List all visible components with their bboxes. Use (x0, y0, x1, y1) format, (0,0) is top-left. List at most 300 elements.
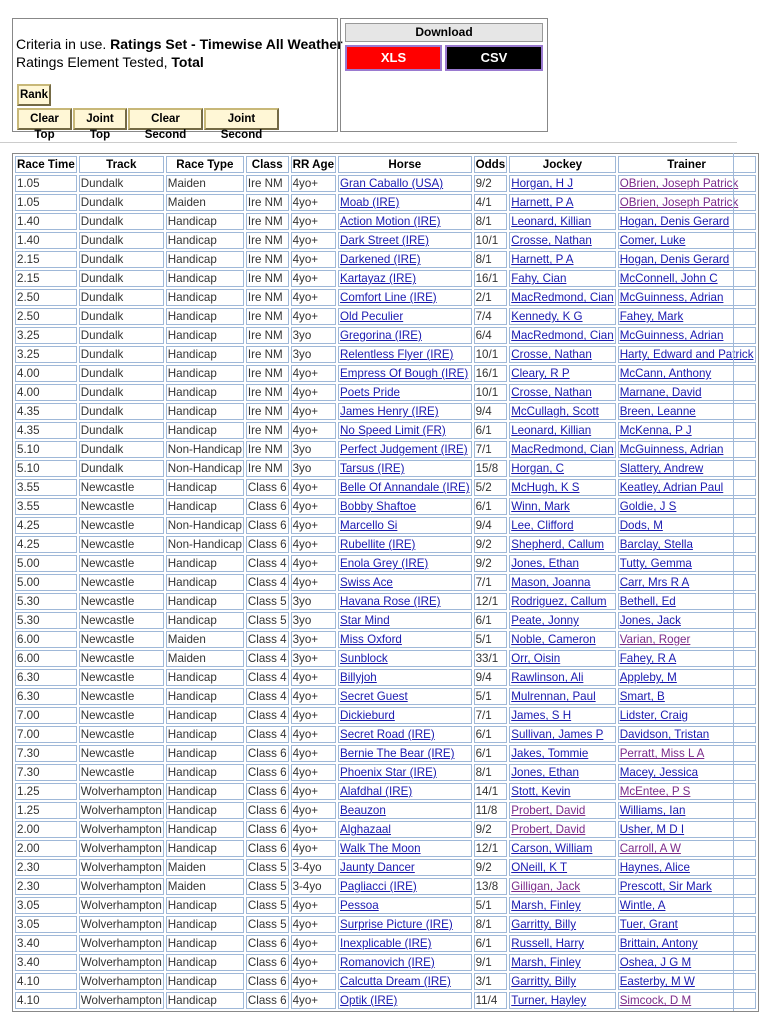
cell-odds: 9/2 (474, 555, 508, 572)
cell-class: Class 6 (247, 804, 287, 817)
jockey-link[interactable]: Horgan, C (511, 462, 565, 475)
cell-jockey (509, 783, 615, 800)
jockey-link[interactable]: Lee, Clifford (511, 519, 574, 532)
cell-race-type: Handicap (166, 821, 244, 838)
jockey-link[interactable]: Jones, Ethan (511, 557, 579, 570)
cell-rr-age: 4yo+ (291, 840, 336, 857)
trainer-link[interactable]: Carroll, A W (619, 842, 681, 855)
table-row (15, 992, 756, 1009)
jockey-link[interactable]: Noble, Cameron (511, 633, 596, 646)
trainer-link[interactable]: Haynes, Alice (619, 861, 690, 874)
horse-link[interactable]: Gran Caballo (USA) (340, 177, 444, 190)
trainer-link[interactable]: McEntee, P S (619, 785, 691, 798)
horse-link[interactable]: Bernie The Bear (IRE) (340, 747, 455, 760)
cell-race-time: 6.30 (15, 688, 77, 705)
trainer-link[interactable]: Oshea, J G M (619, 956, 692, 969)
cell-race-type: Handicap (166, 593, 244, 610)
cell-track: Wolverhampton (80, 785, 162, 798)
table-row (15, 384, 756, 401)
cell-horse (338, 802, 472, 819)
cell-odds: 9/2 (474, 821, 508, 838)
cell-odds: 6/1 (474, 612, 508, 629)
cell-odds: 16/1 (474, 365, 508, 382)
cell-rr-age: 4yo+ (291, 954, 336, 971)
cell-odds: 10/1 (474, 384, 508, 401)
joint-top-button[interactable]: Joint Top (73, 108, 127, 130)
cell-odds: 15/8 (474, 460, 508, 477)
rank-button[interactable]: Rank (17, 84, 51, 106)
table-row (15, 498, 756, 515)
cell-rr-age: 4yo+ (291, 688, 336, 705)
jockey-link[interactable]: Carson, William (511, 842, 593, 855)
cell-odds: 8/1 (474, 213, 508, 230)
cell-track: Newcastle (79, 479, 164, 496)
jockey-link[interactable]: Cleary, R P (511, 367, 570, 380)
cell-track: Dundalk (79, 175, 164, 192)
trainer-link[interactable]: Williams, Ian (619, 804, 686, 817)
trainer-link[interactable]: Wintle, A (619, 899, 666, 912)
horse-link[interactable]: Marcello Si (340, 519, 398, 532)
cell-rr-age: 4yo+ (291, 175, 336, 192)
table-row (15, 403, 756, 420)
cell-race-time: 1.05 (15, 175, 77, 192)
jockey-link[interactable]: Leonard, Killian (511, 424, 592, 437)
cell-rr-age: 3yo (291, 460, 336, 477)
jockey-link[interactable]: Sullivan, James P (511, 728, 604, 741)
jockey-link[interactable]: Kennedy, K G (511, 310, 583, 323)
jockey-link[interactable]: Shepherd, Callum (511, 538, 605, 551)
cell-race-time: 3.25 (15, 346, 77, 363)
trainer-link[interactable]: Brittain, Antony (619, 937, 698, 950)
results-table (12, 153, 759, 1012)
jockey-link[interactable]: Probert, David (511, 823, 586, 836)
trainer-link[interactable]: Bethell, Ed (619, 595, 676, 608)
criteria-prefix: Criteria in use. (16, 36, 111, 52)
cell-odds: 9/1 (474, 954, 508, 971)
table-row (15, 555, 756, 572)
cell-race-time: 3.05 (15, 897, 77, 914)
jockey-link[interactable]: Horgan, H J (511, 177, 574, 190)
cell-odds: 10/1 (474, 346, 508, 363)
header-trainer[interactable]: Trainer (618, 156, 756, 173)
horse-link[interactable]: Empress Of Bough (IRE) (340, 367, 469, 380)
table-row (15, 327, 756, 344)
horse-link[interactable]: Tarsus (IRE) (340, 462, 405, 475)
cell-track: Newcastle (79, 726, 164, 743)
horse-link[interactable]: Relentless Flyer (IRE) (340, 348, 454, 361)
table-row (15, 460, 756, 477)
cell-jockey (509, 992, 615, 1009)
header-race-type[interactable]: Race Type (166, 156, 244, 173)
cell-odds: 6/1 (474, 726, 508, 743)
header-rr-age[interactable]: RR Age (292, 158, 335, 171)
horse-link[interactable]: Kartayaz (IRE) (340, 272, 417, 285)
trainer-link[interactable]: Marnane, David (619, 386, 702, 399)
cell-race-time: 7.30 (15, 745, 77, 762)
cell-rr-age: 4yo+ (291, 270, 336, 287)
cell-class: Class 6 (247, 747, 287, 760)
cell-horse (338, 631, 472, 648)
clear-top-button[interactable]: Clear Top (17, 108, 72, 130)
cell-jockey (509, 745, 615, 762)
cell-jockey (509, 954, 615, 971)
cell-horse (338, 916, 472, 933)
cell-class: Ire NM (246, 270, 289, 287)
horse-link[interactable]: Sunblock (340, 652, 388, 665)
jockey-link[interactable]: Garritty, Billy (511, 975, 577, 988)
cell-race-type: Handicap (166, 251, 244, 268)
trainer-link[interactable]: Keatley, Adrian Paul (619, 481, 724, 494)
horse-link[interactable]: Secret Road (IRE) (340, 728, 435, 741)
cell-class: Class 6 (247, 519, 287, 532)
horse-link[interactable]: Old Peculier (340, 310, 404, 323)
cell-track: Newcastle (79, 574, 164, 591)
horse-link[interactable]: Belle Of Annandale (IRE) (340, 481, 470, 494)
trainer-link[interactable]: Jones, Jack (619, 614, 681, 627)
cell-odds: 7/4 (474, 308, 508, 325)
csv-download-button[interactable]: CSV (445, 45, 543, 71)
horse-link[interactable]: Bobby Shaftoe (340, 500, 417, 513)
cell-horse (338, 213, 472, 230)
xls-download-button[interactable]: XLS (345, 45, 442, 71)
cell-odds: 10/1 (474, 232, 508, 249)
trainer-link[interactable]: Goldie, J S (619, 500, 677, 513)
cell-jockey (509, 840, 615, 857)
cell-horse (338, 935, 472, 952)
trainer-link[interactable]: Appleby, M (619, 671, 677, 684)
cell-track: Wolverhampton (80, 937, 162, 950)
cell-race-time: 2.30 (15, 859, 77, 876)
horse-link[interactable]: Moab (IRE) (340, 196, 400, 209)
cell-rr-age: 3-4yo (291, 859, 336, 876)
cell-jockey (509, 802, 615, 819)
cell-class: Class 6 (247, 956, 287, 969)
cell-odds: 11/8 (474, 802, 508, 819)
table-row (15, 251, 756, 268)
trainer-link[interactable]: Carr, Mrs R A (619, 576, 690, 589)
horse-link[interactable]: Jaunty Dancer (340, 861, 415, 874)
cell-track: Dundalk (79, 403, 164, 420)
trainer-link[interactable]: McGuinness, Adrian (619, 329, 724, 342)
cell-horse (338, 840, 472, 857)
jockey-link[interactable]: Marsh, Finley (511, 899, 581, 912)
cell-jockey (509, 403, 615, 420)
header-horse[interactable]: Horse (338, 156, 472, 173)
cell-race-time: 2.15 (15, 251, 77, 268)
trainer-link[interactable]: Simcock, D M (619, 994, 692, 1007)
jockey-link[interactable]: Marsh, Finley (511, 956, 581, 969)
trainer-link[interactable]: Easterby, M W (619, 975, 695, 988)
trainer-link[interactable]: McKenna, P J (619, 424, 692, 437)
header-race-time[interactable]: Race Time (17, 158, 75, 171)
cell-class: Ire NM (246, 403, 289, 420)
horse-link[interactable]: Romanovich (IRE) (340, 956, 435, 969)
cell-race-type: Handicap (166, 840, 244, 857)
cell-rr-age: 4yo+ (291, 935, 336, 952)
cell-race-time: 6.00 (15, 631, 77, 648)
cell-rr-age: 4yo+ (291, 384, 336, 401)
cell-odds: 7/1 (474, 707, 508, 724)
cell-race-type: Non-Handicap (167, 519, 242, 532)
horse-link[interactable]: Comfort Line (IRE) (340, 291, 437, 304)
table-row (15, 175, 756, 192)
cell-track: Wolverhampton (80, 956, 162, 969)
cell-rr-age: 4yo+ (291, 536, 336, 553)
horse-link[interactable]: Darkened (IRE) (340, 253, 421, 266)
table-row (15, 726, 756, 743)
cell-track: Dundalk (79, 384, 164, 401)
trainer-link[interactable]: McCann, Anthony (619, 367, 712, 380)
cell-odds: 5/2 (474, 479, 508, 496)
cell-class: Ire NM (246, 251, 289, 268)
cell-jockey (509, 878, 615, 895)
jockey-link[interactable]: Peate, Jonny (511, 614, 579, 627)
cell-race-type: Handicap (166, 232, 244, 249)
cell-race-type: Handicap (166, 384, 244, 401)
cell-track: Dundalk (79, 327, 164, 344)
trainer-link[interactable]: Smart, B (619, 690, 665, 703)
jockey-link[interactable]: Stott, Kevin (511, 785, 571, 798)
horse-link[interactable]: Rubellite (IRE) (340, 538, 416, 551)
trainer-link[interactable]: Prescott, Sir Mark (619, 880, 712, 893)
cell-track: Newcastle (79, 669, 164, 686)
trainer-link[interactable]: Breen, Leanne (619, 405, 696, 418)
cell-class: Class 6 (247, 538, 287, 551)
jockey-link[interactable]: MacRedmond, Cian (511, 291, 614, 304)
cell-jockey (509, 821, 615, 838)
cell-race-time: 4.00 (15, 384, 77, 401)
jockey-link[interactable]: Rawlinson, Ali (511, 671, 584, 684)
cell-rr-age: 4yo+ (291, 403, 336, 420)
cell-race-type: Handicap (166, 612, 244, 629)
cell-horse (338, 574, 472, 591)
horse-link[interactable]: Phoenix Star (IRE) (340, 766, 437, 779)
horse-link[interactable]: Enola Grey (IRE) (340, 557, 429, 570)
horse-link[interactable]: Gregorina (IRE) (340, 329, 422, 342)
horse-link[interactable]: Walk The Moon (340, 842, 421, 855)
clear-second-button[interactable]: Clear Second (128, 108, 203, 130)
cell-class: Class 4 (247, 576, 287, 589)
horse-link[interactable]: Perfect Judgement (IRE) (340, 443, 468, 456)
cell-horse (338, 327, 472, 344)
jockey-link[interactable]: Probert, David (511, 804, 586, 817)
horse-link[interactable]: Dickieburd (340, 709, 395, 722)
trainer-link[interactable]: McGuinness, Adrian (619, 291, 724, 304)
cell-track: Dundalk (79, 289, 164, 306)
divider (0, 142, 737, 143)
trainer-link[interactable]: Varian, Roger (619, 633, 691, 646)
cell-class: Class 5 (247, 595, 287, 608)
table-header-row (15, 156, 756, 173)
cell-race-time: 3.25 (15, 327, 77, 344)
horse-link[interactable]: Beauzon (340, 804, 386, 817)
trainer-link[interactable]: McGuinness, Adrian (619, 443, 724, 456)
cell-jockey (509, 973, 615, 990)
jockey-link[interactable]: Crosse, Nathan (511, 386, 592, 399)
trainer-link[interactable]: Usher, M D I (619, 823, 685, 836)
horse-link[interactable]: Optik (IRE) (340, 994, 398, 1007)
horse-link[interactable]: Calcutta Dream (IRE) (340, 975, 451, 988)
cell-rr-age: 3yo+ (291, 631, 336, 648)
cell-track: Dundalk (79, 441, 164, 458)
joint-second-button[interactable]: Joint Second (204, 108, 279, 130)
jockey-link[interactable]: Russell, Harry (511, 937, 585, 950)
cell-odds: 8/1 (474, 764, 508, 781)
cell-class: Class 4 (247, 709, 287, 722)
jockey-link[interactable]: Crosse, Nathan (511, 348, 592, 361)
jockey-link[interactable]: Garritty, Billy (511, 918, 577, 931)
cell-track: Wolverhampton (80, 804, 162, 817)
jockey-link[interactable]: James, S H (511, 709, 572, 722)
header-track[interactable]: Track (79, 156, 164, 173)
cell-odds: 33/1 (474, 650, 508, 667)
horse-link[interactable]: Pagliacci (IRE) (340, 880, 417, 893)
trainer-link[interactable]: Harty, Edward and Patrick (619, 348, 754, 361)
trainer-link[interactable]: Fahey, R A (619, 652, 677, 665)
cell-race-time: 7.00 (15, 707, 77, 724)
cell-horse (338, 555, 472, 572)
trainer-link[interactable]: Hogan, Denis Gerard (619, 253, 730, 266)
cell-race-type: Non-Handicap (167, 538, 242, 551)
cell-horse (338, 460, 472, 477)
cell-track: Newcastle (79, 631, 164, 648)
horse-link[interactable]: Billyjoh (340, 671, 377, 684)
trainer-link[interactable]: Lidster, Craig (619, 709, 688, 722)
jockey-link[interactable]: Jakes, Tommie (511, 747, 589, 760)
horse-link[interactable]: Action Motion (IRE) (340, 215, 441, 228)
jockey-link[interactable]: ONeill, K T (511, 861, 568, 874)
horse-link[interactable]: No Speed Limit (FR) (340, 424, 446, 437)
table-row (15, 897, 756, 914)
table-row (15, 707, 756, 724)
cell-horse (338, 422, 472, 439)
horse-link[interactable]: Alghazaal (340, 823, 391, 836)
jockey-link[interactable]: McCullagh, Scott (511, 405, 599, 418)
jockey-link[interactable]: Gilligan, Jack (511, 880, 581, 893)
trainer-link[interactable]: McConnell, John C (619, 272, 718, 285)
cell-class: Class 4 (247, 557, 287, 570)
header-odds[interactable]: Odds (475, 158, 506, 171)
header-jockey[interactable]: Jockey (509, 156, 615, 173)
trainer-link[interactable]: Tuer, Grant (619, 918, 678, 931)
cell-odds: 8/1 (474, 916, 508, 933)
table-row (15, 821, 756, 838)
cell-race-time: 3.05 (15, 916, 77, 933)
table-row (15, 536, 756, 553)
jockey-link[interactable]: Leonard, Killian (511, 215, 592, 228)
cell-class: Class 4 (247, 728, 287, 741)
jockey-link[interactable]: Harnett, P A (511, 253, 574, 266)
header-class[interactable]: Class (246, 156, 289, 173)
jockey-link[interactable]: Rodriguez, Callum (511, 595, 607, 608)
jockey-link[interactable]: Orr, Oisin (511, 652, 561, 665)
trainer-link[interactable]: OBrien, Joseph Patrick (619, 177, 739, 190)
jockey-link[interactable]: Crosse, Nathan (511, 234, 592, 247)
cell-rr-age: 4yo+ (291, 308, 336, 325)
table-row (15, 308, 756, 325)
jockey-link[interactable]: Fahy, Cian (511, 272, 567, 285)
cell-horse (338, 346, 472, 363)
horse-link[interactable]: Pessoa (340, 899, 379, 912)
jockey-link[interactable]: Winn, Mark (511, 500, 570, 513)
cell-jockey (509, 422, 615, 439)
cell-track: Newcastle (79, 612, 164, 629)
horse-link[interactable]: Secret Guest (340, 690, 408, 703)
horse-link[interactable]: Miss Oxford (340, 633, 402, 646)
jockey-link[interactable]: Turner, Hayley (511, 994, 587, 1007)
cell-jockey (509, 384, 615, 401)
cell-race-type: Handicap (166, 783, 244, 800)
table-row (15, 194, 756, 211)
jockey-link[interactable]: Mason, Joanna (511, 576, 591, 589)
trainer-link[interactable]: Davidson, Tristan (619, 728, 710, 741)
trainer-link[interactable]: Slattery, Andrew (619, 462, 704, 475)
jockey-link[interactable]: MacRedmond, Cian (511, 329, 614, 342)
trainer-link[interactable]: Hogan, Denis Gerard (619, 215, 730, 228)
table-row (15, 745, 756, 762)
cell-horse (338, 992, 472, 1009)
horse-link[interactable]: Surprise Picture (IRE) (340, 918, 453, 931)
trainer-link[interactable]: Tutty, Gemma (619, 557, 692, 570)
trainer-link[interactable]: Macey, Jessica (619, 766, 699, 779)
jockey-link[interactable]: Mulrennan, Paul (511, 690, 596, 703)
horse-link[interactable]: James Henry (IRE) (340, 405, 439, 418)
trainer-link[interactable]: Comer, Luke (619, 234, 686, 247)
jockey-link[interactable]: McHugh, K S (511, 481, 580, 494)
horse-link[interactable]: Star Mind (340, 614, 390, 627)
table-row (15, 631, 756, 648)
jockey-link[interactable]: MacRedmond, Cian (511, 443, 614, 456)
horse-link[interactable]: Dark Street (IRE) (340, 234, 429, 247)
cell-track: Dundalk (79, 422, 164, 439)
cell-rr-age: 4yo+ (291, 916, 336, 933)
cell-odds: 16/1 (474, 270, 508, 287)
cell-class: Class 4 (247, 690, 287, 703)
cell-race-type: Handicap (166, 669, 244, 686)
cell-class: Ire NM (246, 384, 289, 401)
table-row (15, 574, 756, 591)
cell-odds: 8/1 (474, 251, 508, 268)
horse-link[interactable]: Havana Rose (IRE) (340, 595, 441, 608)
cell-race-type: Handicap (166, 270, 244, 287)
horse-link[interactable]: Inexplicable (IRE) (340, 937, 432, 950)
cell-jockey (509, 688, 615, 705)
cell-race-type: Maiden (166, 194, 244, 211)
cell-odds: 11/4 (474, 992, 508, 1009)
trainer-link[interactable]: Dods, M (619, 519, 663, 532)
cell-horse (338, 441, 472, 458)
trainer-link[interactable]: Barclay, Stella (619, 538, 693, 551)
cell-jockey (509, 232, 615, 249)
jockey-link[interactable]: Harnett, P A (511, 196, 574, 209)
jockey-link[interactable]: Jones, Ethan (511, 766, 579, 779)
cell-race-time: 1.25 (15, 802, 77, 819)
cell-rr-age: 4yo+ (291, 802, 336, 819)
horse-link[interactable]: Alafdhal (IRE) (340, 785, 413, 798)
download-title: Download (345, 23, 543, 42)
trainer-link[interactable]: Fahey, Mark (619, 310, 684, 323)
trainer-link[interactable]: Perratt, Miss L A (619, 747, 705, 760)
cell-track: Newcastle (79, 555, 164, 572)
horse-link[interactable]: Swiss Ace (340, 576, 393, 589)
cell-track: Newcastle (79, 764, 164, 781)
cell-rr-age: 3yo (291, 441, 336, 458)
horse-link[interactable]: Poets Pride (340, 386, 400, 399)
trainer-link[interactable]: OBrien, Joseph Patrick (619, 196, 739, 209)
cell-jockey (509, 289, 615, 306)
cell-jockey (509, 365, 615, 382)
table-row (15, 650, 756, 667)
